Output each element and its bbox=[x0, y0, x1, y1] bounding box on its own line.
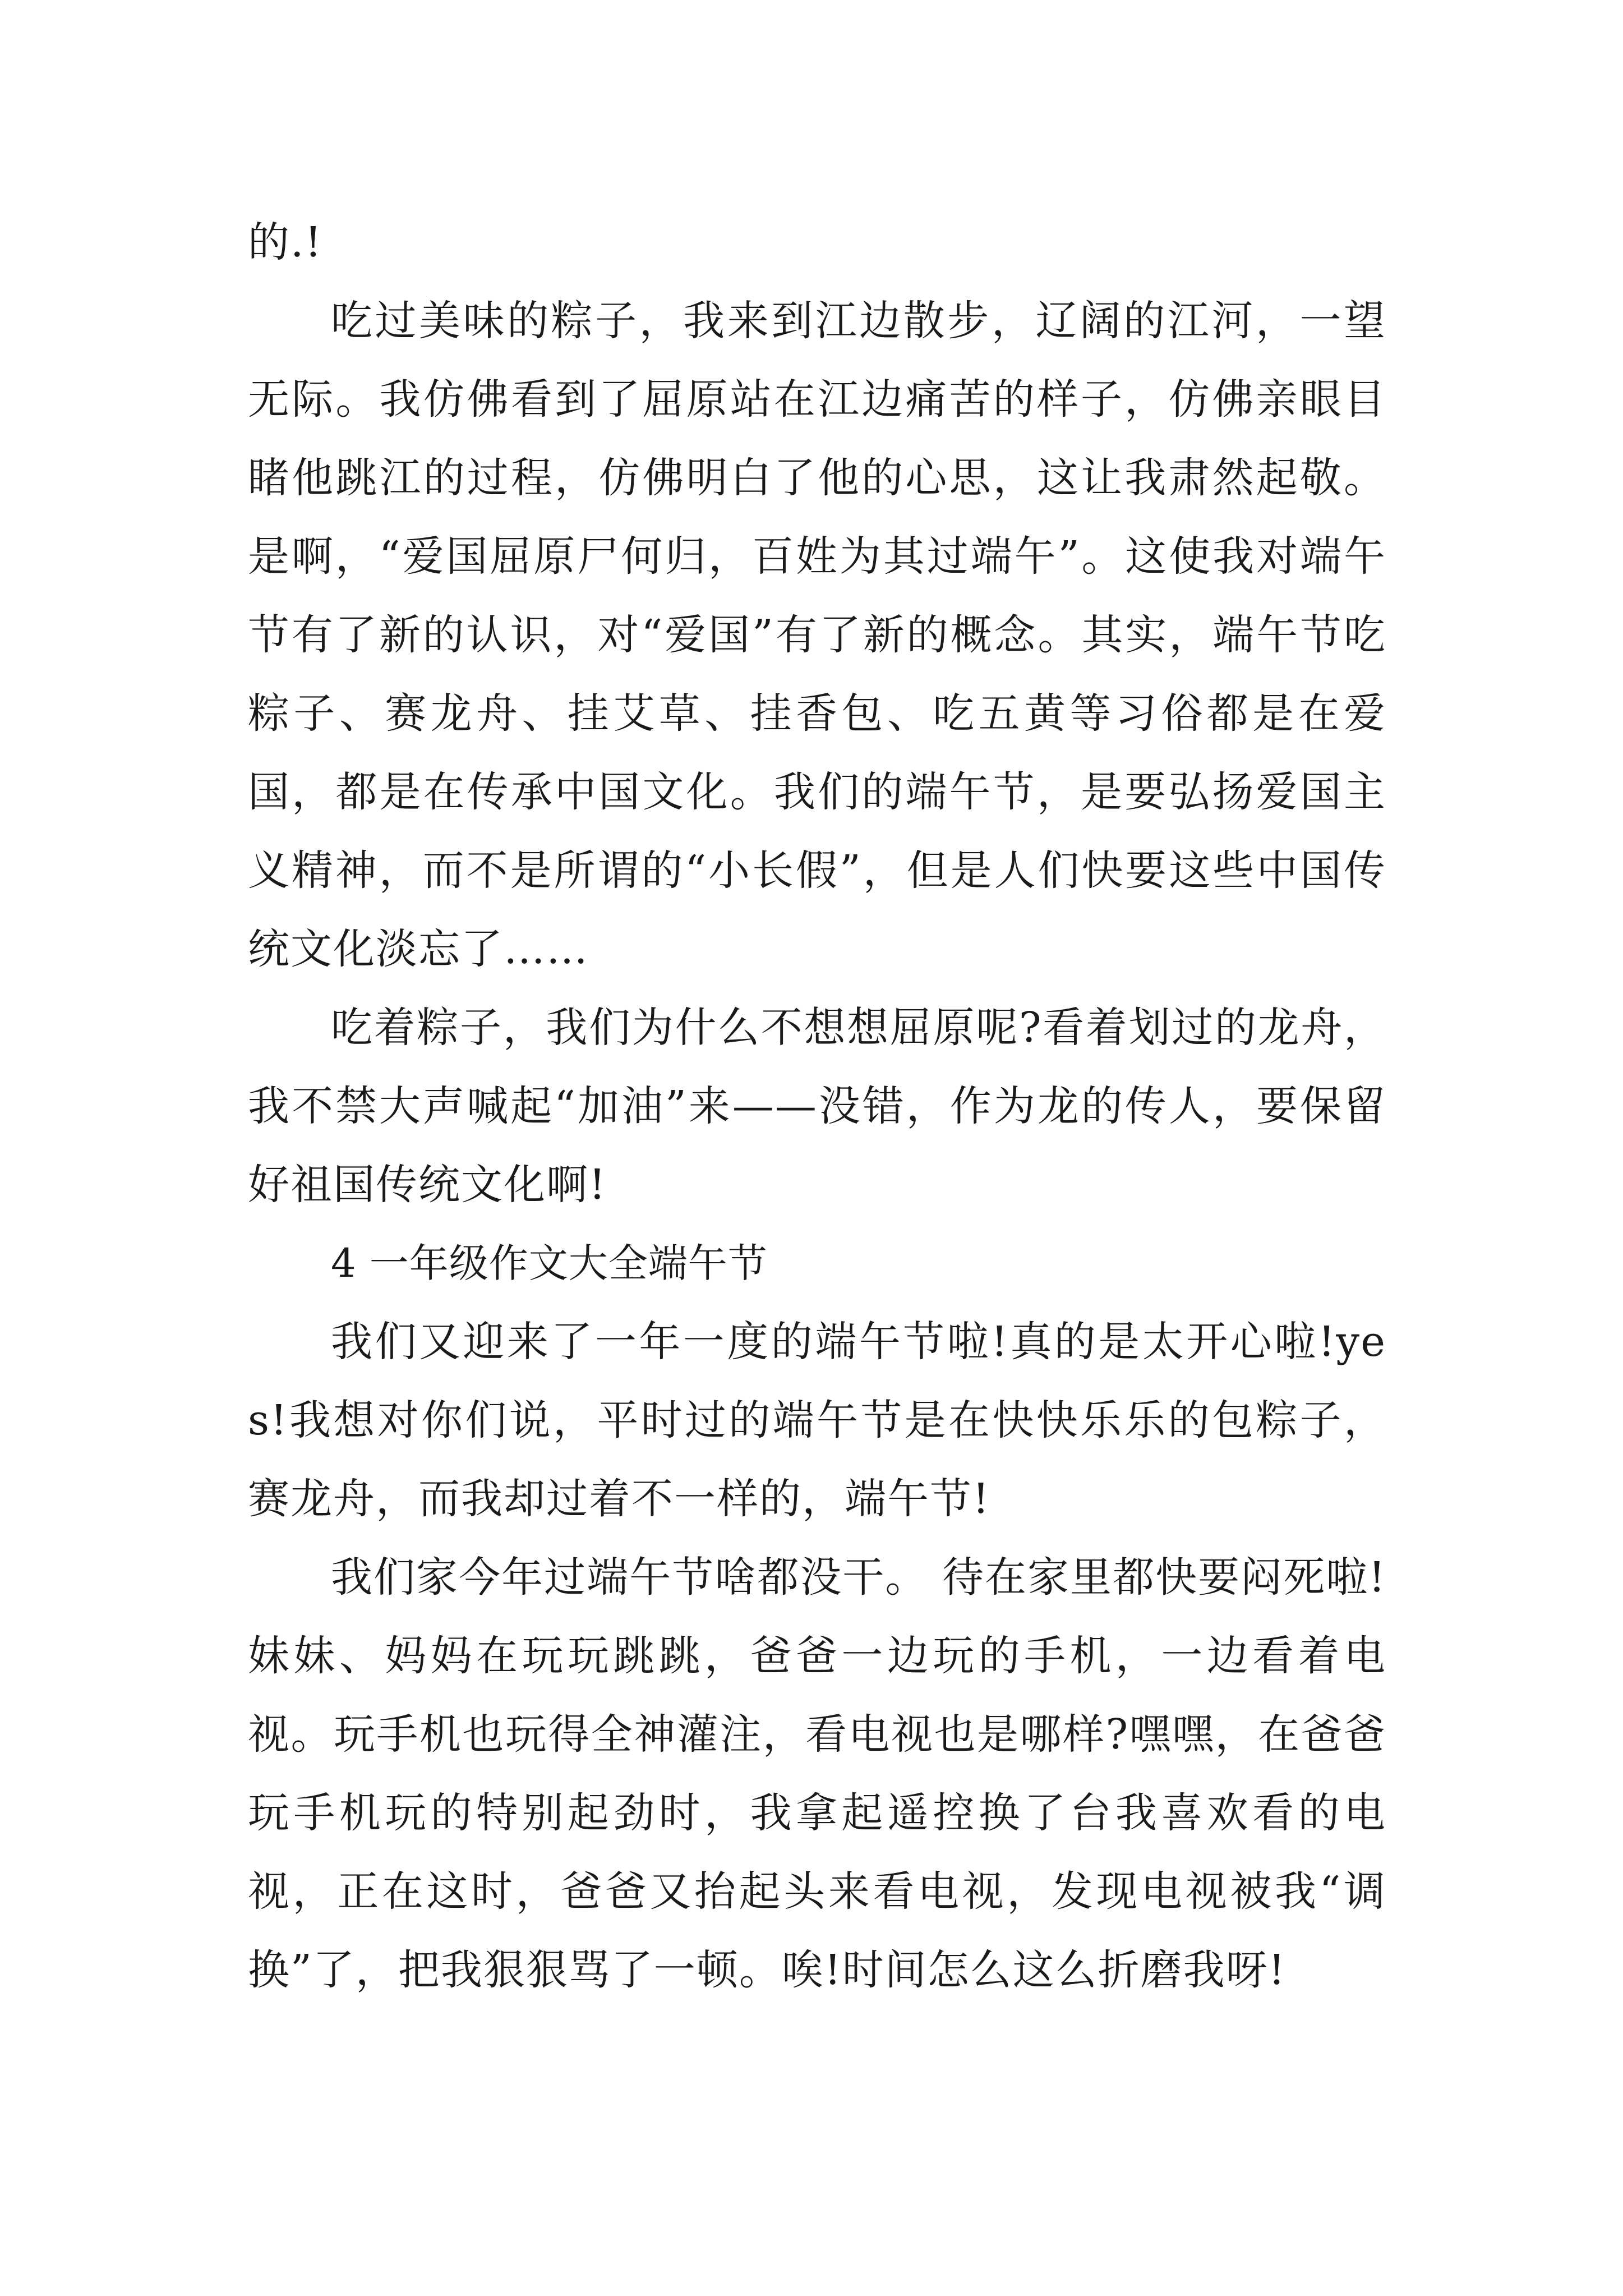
essay-heading: 4 一年级作文大全端午节 bbox=[331, 1240, 768, 1286]
paragraph-continuation: 的.! bbox=[248, 218, 323, 266]
paragraph-dragon-boat: 吃着粽子，我们为什么不想想屈原呢?看着划过的龙舟，我不禁大声喊起“加油”来——没错，作为龙的传人，要保留好祖国传统文化啊! bbox=[248, 1004, 1386, 1209]
paragraph-family-home: 我们家今年过端午节啥都没干。 待在家里都快要闷死啦!妹妹、妈妈在玩玩跳跳，爸爸一边玩的手机，一边看着电视。玩手机也玩得全神灌注，看电视也是哪样?嘿嘿，在爸爸玩手机玩的特别起劲时，我拿起遥控换了台我喜欢看的电视，正在这时，爸爸又抬起头来看电视，发现电视被我“调换”了，把我狠狠骂了一顿。唉!时间怎么这么折磨我呀! bbox=[248, 1553, 1386, 1994]
paragraph-riverside: 吃过美味的粽子，我来到江边散步，辽阔的江河，一望无际。我仿佛看到了屈原站在江边痛苦的样子，仿佛亲眼目睹他跳江的过程，仿佛明白了他的心思，这让我肃然起敬。是啊，“爱国屈原尸何归，百姓为其过端午”。这使我对端午节有了新的认识，对“爱国”有了新的概念。其实，端午节吃粽子、赛龙舟、挂艾草、挂香包、吃五黄等习俗都是在爱国，都是在传承中国文化。我们的端午节，是要弘扬爱国主义精神，而不是所谓的“小长假”，但是人们快要这些中国传统文化淡忘了…… bbox=[248, 297, 1386, 973]
document-body bbox=[248, 203, 1386, 2009]
paragraph-festival-intro: 我们又迎来了一年一度的端午节啦!真的是太开心啦!yes!我想对你们说，平时过的端午节是在快快乐乐的包粽子，赛龙舟，而我却过着不一样的，端午节! bbox=[248, 1318, 1386, 1523]
